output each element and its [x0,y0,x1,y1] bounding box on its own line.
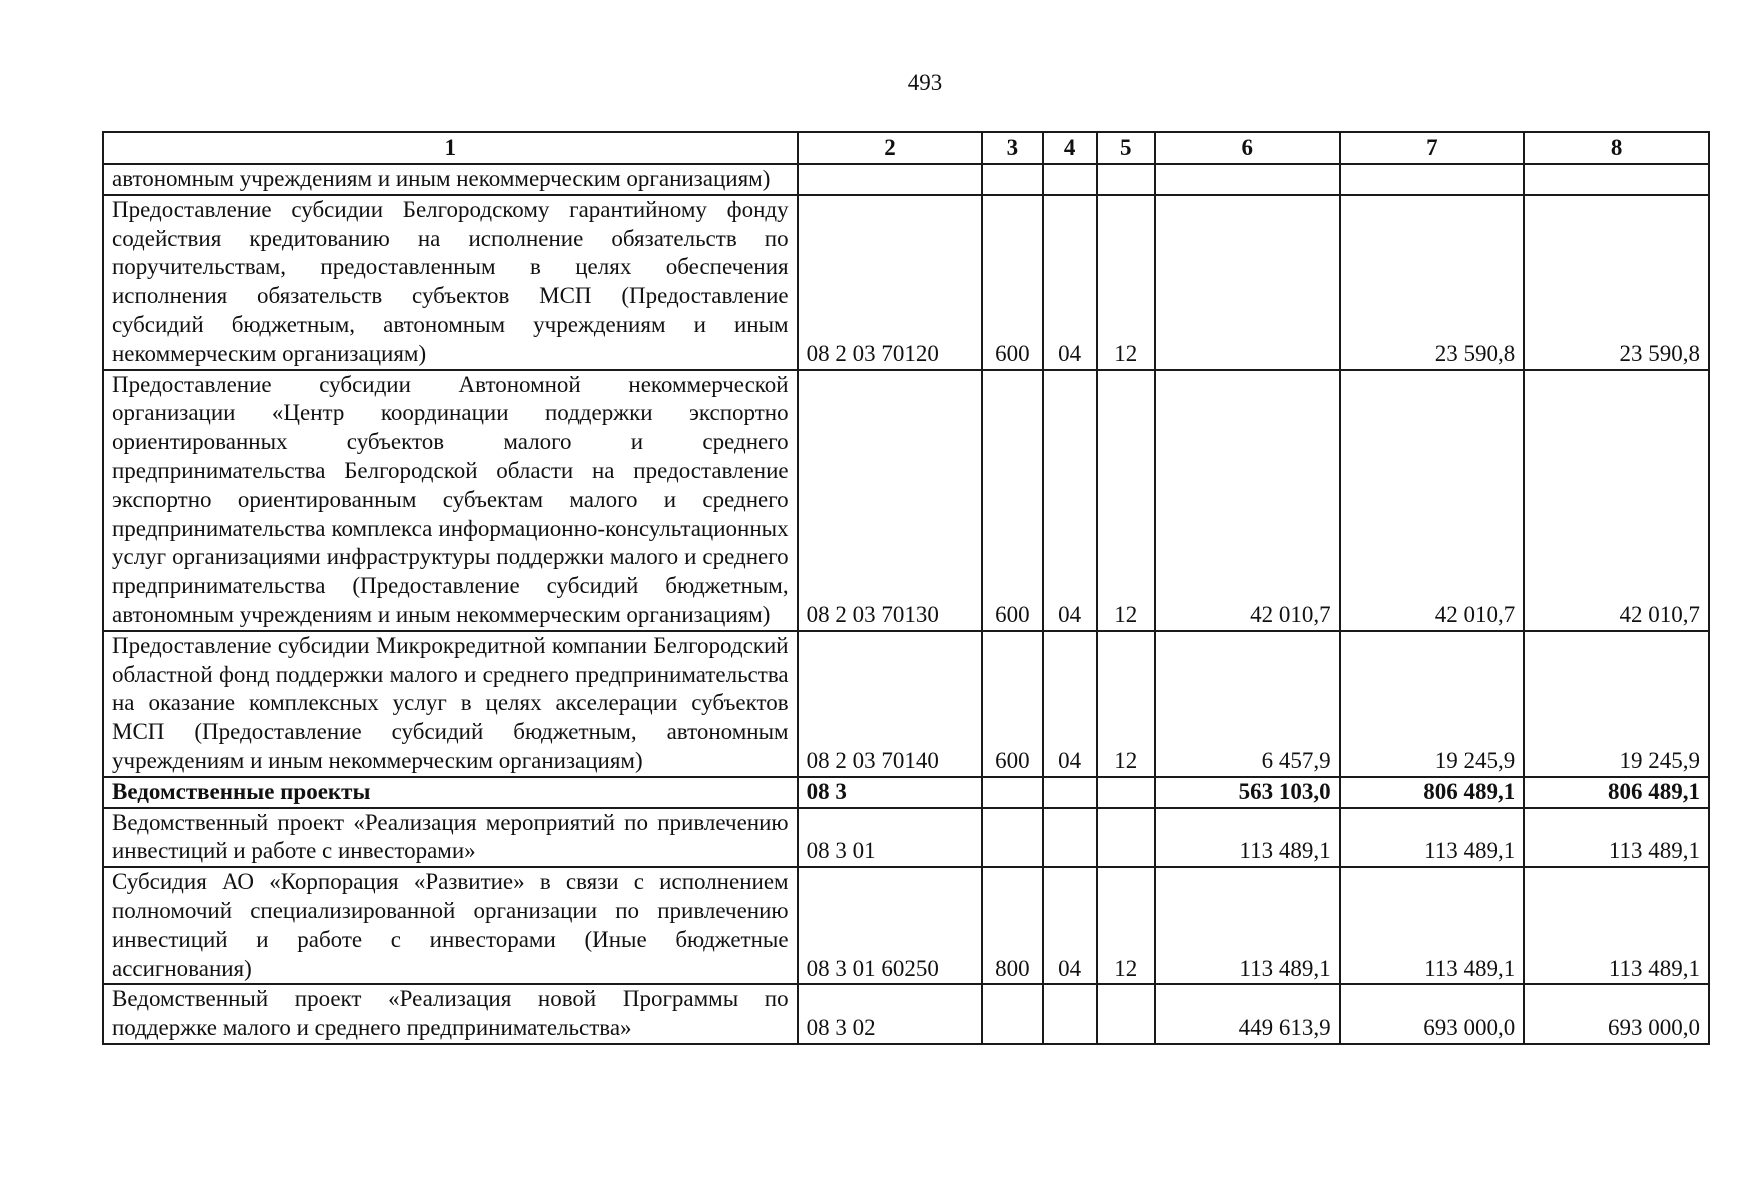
amount-column-7: 19 245,9 [1340,631,1525,777]
row-description: Предоставление субсидии Микрокредитной компании Белгородский областной фонд поддержки малого и среднего предпринимательства на оказание комплексных услуг в целях акселерации субъектов МСП (Предоставление субсидий бюджетным, автономным учреждениям и иным некоммерческим организациям) [103,631,798,777]
amount-column-7 [1340,164,1525,195]
section-code [1043,777,1097,808]
row-description: Субсидия АО «Корпорация «Развитие» в связи с исполнением полномочий специализированной организации по привлечению инвестиций и работе с инвесторами (Иные бюджетные ассигнования) [103,867,798,984]
section-code: 04 [1043,195,1097,370]
subsection-code [1097,984,1155,1044]
budget-classification-code: 08 2 03 70120 [798,195,983,370]
row-description: Ведомственный проект «Реализация новой Программы по поддержке малого и среднего предпринимательства» [103,984,798,1044]
budget-classification-code: 08 3 01 60250 [798,867,983,984]
amount-column-6 [1155,195,1340,370]
expense-type-code: 600 [982,195,1042,370]
row-description: Предоставление субсидии Автономной некоммерческой организации «Центр координации поддержки экспортно ориентированных субъектов малого и среднего предпринимательства Белгородской области на предоставление экспортно ориентированным субъектам малого и среднего предпринимательства комплекса информационно-консультационных услуг организациями инфраструктуры поддержки малого и среднего предпринимательства (Предоставление субсидий бюджетным, автономным учреждениям и иным некоммерческим организациям) [103,370,798,631]
amount-column-8: 19 245,9 [1524,631,1709,777]
column-header: 4 [1043,132,1097,164]
subsection-code: 12 [1097,195,1155,370]
amount-column-8: 23 590,8 [1524,195,1709,370]
table-row [103,631,1709,777]
amount-column-8: 42 010,7 [1524,370,1709,631]
subsection-code: 12 [1097,631,1155,777]
expense-type-code [982,808,1042,868]
table-row [103,370,1709,631]
table-row [103,195,1709,370]
section-code [1043,164,1097,195]
budget-classification-code: 08 2 03 70130 [798,370,983,631]
amount-column-6: 42 010,7 [1155,370,1340,631]
column-header: 6 [1155,132,1340,164]
row-description: автономным учреждениям и иным некоммерческим организациям) [103,164,798,195]
amount-column-8 [1524,164,1709,195]
column-header: 7 [1340,132,1525,164]
section-code [1043,808,1097,868]
row-description: Предоставление субсидии Белгородскому гарантийному фонду содействия кредитованию на исполнение обязательств по поручительствам, предоставленным в целях обеспечения исполнения обязательств субъектов МСП (Предоставление субсидий бюджетным, автономным учреждениям и иным некоммерческим организациям) [103,195,798,370]
amount-column-8: 806 489,1 [1524,777,1709,808]
budget-classification-code: 08 3 [798,777,983,808]
expense-type-code [982,164,1042,195]
column-header: 5 [1097,132,1155,164]
column-header: 8 [1524,132,1709,164]
expense-type-code: 600 [982,631,1042,777]
subsection-code: 12 [1097,370,1155,631]
expense-type-code: 800 [982,867,1042,984]
amount-column-7: 806 489,1 [1340,777,1525,808]
budget-classification-code: 08 3 01 [798,808,983,868]
amount-column-8: 113 489,1 [1524,867,1709,984]
amount-column-7: 42 010,7 [1340,370,1525,631]
table-row [103,867,1709,984]
column-header: 3 [982,132,1042,164]
budget-table [102,131,1710,1045]
subsection-code [1097,777,1155,808]
table-row [103,777,1709,808]
subsection-code: 12 [1097,867,1155,984]
budget-classification-code [798,164,983,195]
expense-type-code: 600 [982,370,1042,631]
expense-type-code [982,984,1042,1044]
budget-classification-code: 08 3 02 [798,984,983,1044]
column-header: 1 [103,132,798,164]
amount-column-7: 113 489,1 [1340,808,1525,868]
section-code [1043,984,1097,1044]
budget-classification-code: 08 2 03 70140 [798,631,983,777]
amount-column-6: 113 489,1 [1155,867,1340,984]
subsection-code [1097,164,1155,195]
table-row [103,808,1709,868]
table-header-row [103,132,1709,164]
subsection-code [1097,808,1155,868]
amount-column-8: 693 000,0 [1524,984,1709,1044]
section-code: 04 [1043,867,1097,984]
amount-column-6: 563 103,0 [1155,777,1340,808]
amount-column-6: 113 489,1 [1155,808,1340,868]
amount-column-6 [1155,164,1340,195]
amount-column-6: 6 457,9 [1155,631,1340,777]
amount-column-7: 113 489,1 [1340,867,1525,984]
amount-column-6: 449 613,9 [1155,984,1340,1044]
amount-column-7: 693 000,0 [1340,984,1525,1044]
table-row [103,984,1709,1044]
amount-column-8: 113 489,1 [1524,808,1709,868]
section-code: 04 [1043,631,1097,777]
section-code: 04 [1043,370,1097,631]
amount-column-7: 23 590,8 [1340,195,1525,370]
column-header: 2 [798,132,983,164]
row-description: Ведомственный проект «Реализация мероприятий по привлечению инвестиций и работе с инвесторами» [103,808,798,868]
page-number: 493 [907,70,943,95]
table-row [103,164,1709,195]
expense-type-code [982,777,1042,808]
row-description: Ведомственные проекты [103,777,798,808]
